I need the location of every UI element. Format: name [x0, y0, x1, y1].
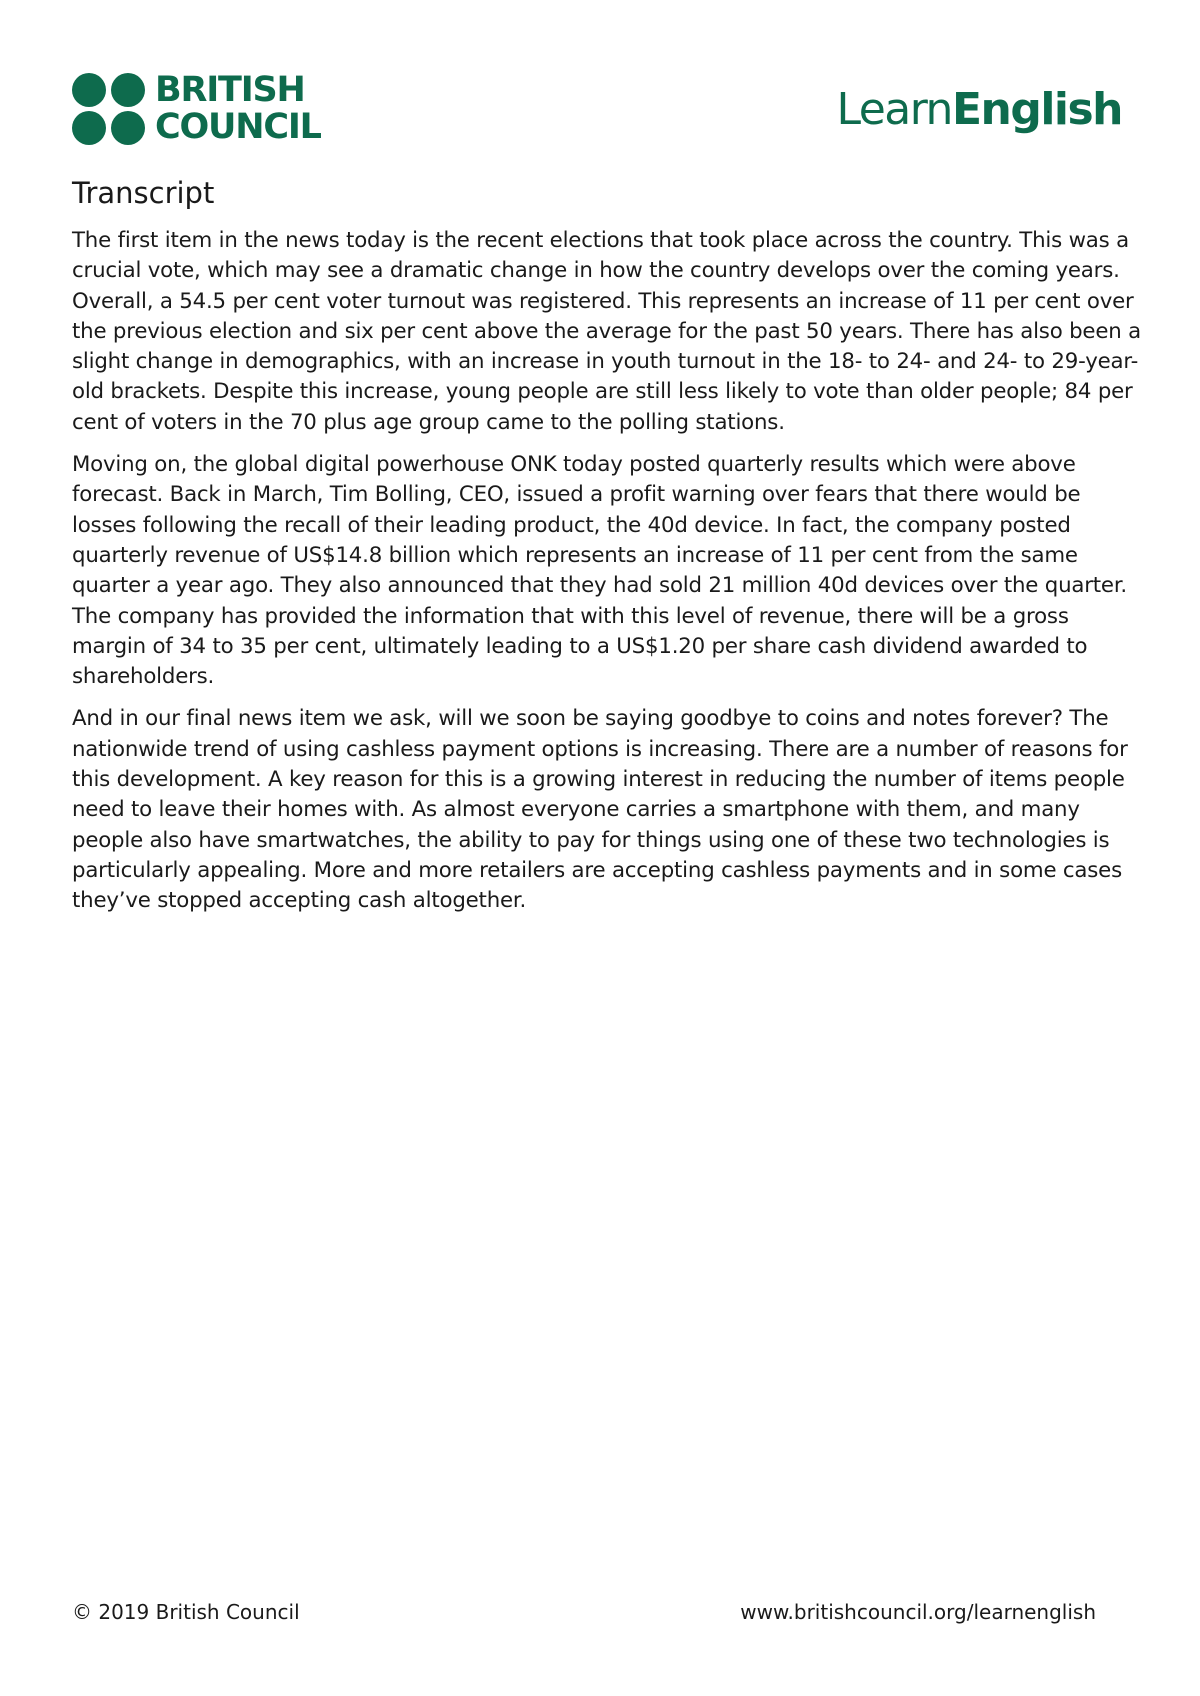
page-title: Transcript	[72, 176, 215, 210]
logo-line-2: COUNCIL	[155, 107, 321, 147]
paragraph-cashless-payments: And in our final news item we ask, will we soon be saying goodbye to coins and notes forever? The nationwide trend of using cashless payment options is increasing. There are a number of reasons for this development. A key reason for this is a growing interest in reducing the number of items people need to leave their homes with. As almost everyone carries a smartphone with them, and many people also have smartwatches, the ability to pay for things using one of these two technologies is particularly appealing. More and more retailers are accepting cashless payments and in some cases they’ve stopped accepting cash altogether.	[72, 706, 1128, 914]
transcript-body	[72, 226, 1142, 929]
british-council-dots-icon	[72, 73, 145, 145]
british-council-wordmark	[155, 72, 321, 146]
learnenglish-logo-regular: Learn	[836, 84, 952, 135]
paragraph-quarterly-results: Moving on, the global digital powerhouse ONK today posted quarterly results which were above forecast. Back in March, Tim Bolling, CEO, issued a profit warning over fears that there would be losses following the recall of their leading product, the 40d device. In fact, the company posted quarterly revenue of US$14.8 billion which represents an increase of 11 per cent from the same quarter a year ago. They also announced that they had sold 21 million 40d devices over the quarter. The company has provided the information that with this level of revenue, there will be a gross margin of 34 to 35 per cent, ultimately leading to a US$1.20 per share cash dividend awarded to shareholders.	[72, 452, 1128, 690]
logo-dot	[111, 111, 145, 145]
logo-dot	[111, 73, 145, 107]
paragraph-elections: The first item in the news today is the recent elections that took place across the country. This was a crucial vote, which may see a dramatic change in how the country develops over the coming years. Overall, a 54.5 per cent voter turnout was registered. This represents an increase of 11 per cent over the previous election and six per cent above the average for the past 50 years. There has also been a slight change in demographics, with an increase in youth turnout in the 18- to 24- and 24- to 29-year-old brackets. Despite this increase, young people are still less likely to vote than older people; 84 per cent of voters in the 70 plus age group came to the polling stations.	[72, 228, 1141, 435]
logo-dot	[72, 111, 106, 145]
footer-copyright: © 2019 British Council	[72, 1600, 300, 1624]
learnenglish-logo	[836, 84, 1122, 135]
learnenglish-logo-bold: English	[951, 84, 1122, 135]
british-council-logo	[72, 72, 321, 146]
logo-line-1: BRITISH	[155, 70, 305, 110]
footer-url: www.britishcouncil.org/learnenglish	[740, 1600, 1096, 1624]
logo-dot	[72, 73, 106, 107]
